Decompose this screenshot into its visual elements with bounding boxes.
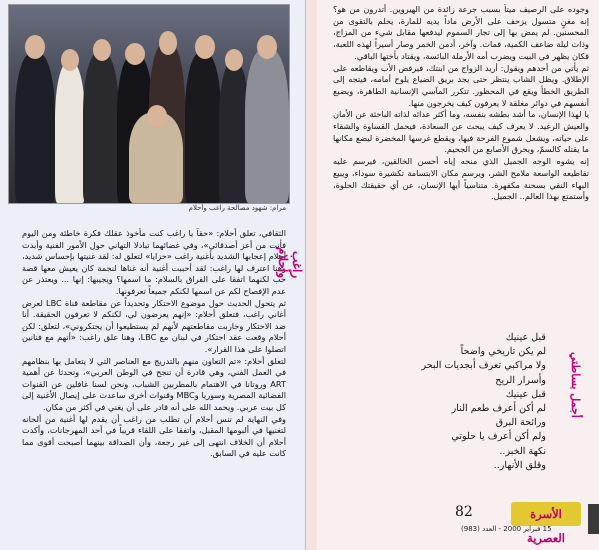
person-head [125, 43, 145, 65]
poem-title: أجمل بساطتي [569, 352, 582, 418]
person-figure [83, 53, 119, 203]
person-figure [55, 63, 85, 203]
person-head [147, 105, 167, 127]
poem [336, 331, 546, 473]
article-paragraph: لتعلق أحلام: «تم التعاون منهم بالتدريج مع العناصر التي لا يتعامل بها بنظامهم في العمل الفني، وهي قادرة أن تنجح في الوطن العربي»، وتحدثا عن أهمية ART وروتانا في الاهتمام بالمطربين الشباب، ونحن لسنا غافلين عن القنوات الفضائية المصرية وسوريا وMBC وقنوات أخرى ساعدت على إيصال الأغنية إلى كل بيت عربي. ويحمد الله على أنه قادر على أن يغني في أكثر من مكان. [22, 355, 286, 412]
magazine-logo: الأسرة العصرية [511, 502, 581, 526]
poem-line: لم أكن أعرف طعم النار [451, 403, 546, 415]
poem-line: لم يكن تاريخي واضحاً [460, 346, 546, 358]
page-edge-mark [588, 504, 599, 534]
person-head [195, 35, 215, 59]
left-article-body [22, 228, 286, 546]
article-paragraph: يا لهذا الإنسان، ما أشد بطشه بنفسه، وما أكثر عدائه لذاته الباحثة عن الأمان والعيش الرغيد. لا يعرف كيف يبحث عن السعادة، فيحمل القساوة والشقاء على حياته، ويشعل شموع الفرحة فيها، ويقطع غرسها المخضرة ليضع مكانها ما يقتله كالسمّ، ويحرق الأصابع من الجحيم. [333, 109, 589, 155]
person-head [93, 39, 111, 61]
person-head [257, 35, 277, 59]
poem-line: قبل عينيك [505, 388, 546, 400]
person-figure [15, 53, 55, 203]
person-figure [245, 49, 289, 203]
issue-info: 15 فبراير 2000 - العدد (983) [461, 525, 552, 533]
page-number: 82 [455, 504, 473, 520]
person-head [159, 31, 177, 55]
person-head [61, 49, 79, 71]
group-photo [8, 4, 290, 204]
poem-line: نكهة الخبز.. [499, 445, 546, 457]
poem-line: وقلق الأنهار.. [493, 459, 546, 471]
person-figure [185, 53, 221, 203]
article-paragraph: الثقافي، تعلق أحلام: «حقاً يا راغب كنت مأخوذ عقلك فكرة خاطئة ومن اليوم فأنت من أعز أصدقائي»، وفي غضائهما تبادلا التهاني حول الأمور الفنية وأبدت أحلام إعجابها الشديد بأغنية راغب «حزايا» لتعلق له: لقد غنيتها بإحساس شديد، وهنا اعترف لها راغب: لقد أحببت أغنية أنه غناها لنجمة كان يعيش معها قصة حب لكنهما اتفقا على الفراق بالسلام: ما اسمها؟ ويجيبها: إنها ... ويعتذر عن عدم الإفصاح لكم عن اسمها لكنكم جميعاً تعرفونها. [22, 228, 286, 296]
poem-line: قبل عينيك [505, 332, 546, 343]
poem-line: ورائحة البرق [495, 417, 546, 429]
poem-line: ولا مراكبي تعرف أبجديات البحر [421, 360, 546, 372]
person-head [25, 35, 45, 59]
person-head [225, 49, 243, 71]
left-article-title: راغب وأحلام [276, 246, 304, 278]
right-article-body [333, 4, 589, 322]
article-paragraph: وجوده على الرصيف ميتاً بسبب جرعة زائدة من الهيروين. أتدرون من هو؟ إنه مغنٍ متسول يزحف على الأرض ماداً يديه للمارة، يحلم بالتقوى من المحسنين. لم يمض بها إلى تجار السموم ليدفعها مقابل شيء من المزاج، وذات ليلة ضاعف الكمية، فمات. وآخر، أدمن الخمر وصار أسيراً لهذه اللعبة، فكان يظهر في البيت ويضرب أمه الأرملة البائسة، ويقتاد بأختها الباقي. [333, 4, 589, 61]
poem-line: وأسرار الريح [495, 374, 546, 386]
poem-line: ولم أكن أعرف يا حلوتي [451, 431, 546, 443]
page-footer [317, 496, 599, 550]
article-paragraph: ثم يأتي من أحدهم ويقول: أريد الزواج من ابنتك، فيرفض الأب ويقاطعه على الإطلاق. ويظل الشاب ينتظر حتى يجد بريق الضياع يلوح أمامه، فيتجه إلى الطريق الخطأ ويقع في المحظور. تتكرر المآسي الإنسانية الطاهرة، ويضيع أنفسهم في دوائر مغلقة لا يعرفون كيف يخرجون منها. [333, 62, 589, 108]
photo-caption: مرام: شهود مصالحة راغب وأحلام [188, 204, 286, 212]
article-paragraph: إنه يشوه الوجه الجميل الذي منحه إياه أحسن الخالقين، فيرسم عليه تقاطيعه الواسعة ملامح الشر، ويرسم مكان الابتسامة تكشيرة سوداء، ويبيع البهاء النقي بسحنة مكفهرة. متناسياً أيها الإنسان، عن أي حقيقتك الحلوة، وأستمتع بهذا العالم.. الجميل. [333, 156, 589, 202]
article-paragraph: ثم يتحول الحديث حول موضوع الاحتكار وتحديداً عن مقاطعة قناة LBC لعرض أغاني راغب، فتعلق أحلام: «إنهم يعرضون لي، لكنكم لا تعرفون الحقيقة. أنا ضد الاحتكار وحاربت مقاطعتهم لأنهم لم يستطيعوا أن يحتكروني»، لتعلق: لكن أحلام وقعت عقد احتكار في لبنان مع LBC، وهنا علق راغب: «أنهم مع فنانين اتصلوا على هذا القرار». [22, 297, 286, 354]
article-paragraph: وفي النهاية لم تنس أحلام أن تطلب من راغب أن يقدم لها أغنية من ألحانه لتغنيها في ألبومها المقبل، واتفقا على اللقاء قريباً في أحد المهرجانات، وأكدت أحلام أن الخلاف انتهى إلى غير رجعة، وأن الصداقة بينهما أصبحت أقوى مما كانت عليه في السابق. [22, 413, 286, 459]
